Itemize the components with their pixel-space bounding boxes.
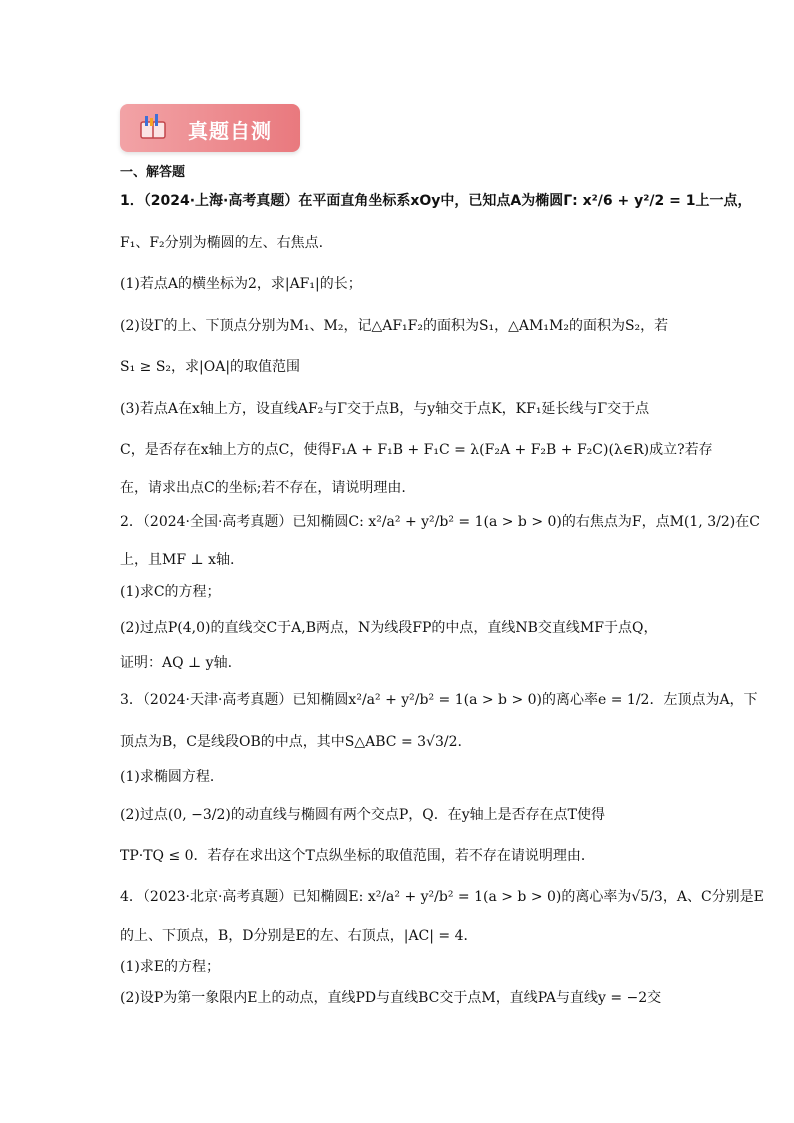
problem-4-part-2: (2)设P为第一象限内E上的动点，直线PD与直线BC交于点M，直线PA与直线y = −2交 — [120, 990, 662, 1006]
problem-1-part-3: (3)若点A在x轴上方，设直线AF₂与Γ交于点B，与y轴交于点K，KF₁延长线与Γ交于点 — [120, 401, 650, 417]
banner-title: 真题自测 — [188, 119, 272, 143]
problem-2-stem-cont: 上，且MF ⊥ x轴. — [120, 552, 235, 568]
problem-1-stem — [120, 191, 751, 211]
problem-3-part-2: (2)过点(0, −3/2)的动直线与椭圆有两个交点P，Q．在y轴上是否存在点T使得 — [120, 807, 605, 823]
section-banner — [120, 104, 300, 152]
problem-1-foci: F₁、F₂分别为椭圆的左、右焦点. — [120, 235, 324, 251]
book-chart-icon — [138, 112, 168, 142]
problem-2-stem: 2．（2024·全国·高考真题）已知椭圆C: x²/a² + y²/b² = 1(a > b > 0)的右焦点为F，点M(1, 3/2)在C — [120, 514, 760, 530]
problem-1-part-2-cont: S₁ ≥ S₂，求|OA|的取值范围 — [120, 359, 301, 375]
problem-3-stem-cont: 顶点为B，C是线段OB的中点，其中S△ABC = 3√3/2. — [120, 734, 462, 750]
problem-4-part-1: (1)求E的方程； — [120, 959, 221, 975]
problem-4-stem: 4．（2023·北京·高考真题）已知椭圆E: x²/a² + y²/b² = 1(a > b > 0)的离心率为√5/3，A、C分别是E — [120, 889, 764, 905]
problem-1-text: 1．（2024·上海·高考真题）在平面直角坐标系xOy中，已知点A为椭圆Γ: x²/6 + y²/2 = 1上一点， — [120, 193, 752, 209]
problem-3-part-1: (1)求椭圆方程． — [120, 769, 224, 785]
problem-3-stem: 3．（2024·天津·高考真题）已知椭圆x²/a² + y²/b² = 1(a > b > 0)的离心率e = 1/2．左顶点为A，下 — [120, 692, 758, 708]
problem-1-part-2: (2)设Γ的上、下顶点分别为M₁、M₂，记△AF₁F₂的面积为S₁，△AM₁M₂的面积为S₂，若 — [120, 318, 669, 334]
problem-1-part-3-cont: C，是否存在x轴上方的点C，使得F₁A + F₁B + F₁C = λ(F₂A + F₂B + F₂C)(λ∈R)成立?若存 — [120, 442, 713, 458]
problem-2-part-2-cont: 证明：AQ ⊥ y轴. — [120, 655, 233, 671]
problem-2-part-1: (1)求C的方程； — [120, 584, 221, 600]
problem-1-part-1: (1)若点A的横坐标为2，求|AF₁|的长； — [120, 276, 362, 292]
problem-3-part-2-cont: TP·TQ ≤ 0．若存在求出这个T点纵坐标的取值范围，若不存在请说明理由． — [120, 848, 595, 864]
problem-1-part-3-end: 在，请求出点C的坐标;若不存在，请说明理由. — [120, 480, 406, 496]
problem-4-stem-cont: 的上、下顶点，B，D分别是E的左、右顶点，|AC| = 4． — [120, 928, 478, 944]
section-title: 一、解答题 — [120, 165, 186, 180]
problem-2-part-2: (2)过点P(4,0)的直线交C于A,B两点，N为线段FP的中点，直线NB交直线MF于点Q， — [120, 620, 658, 636]
